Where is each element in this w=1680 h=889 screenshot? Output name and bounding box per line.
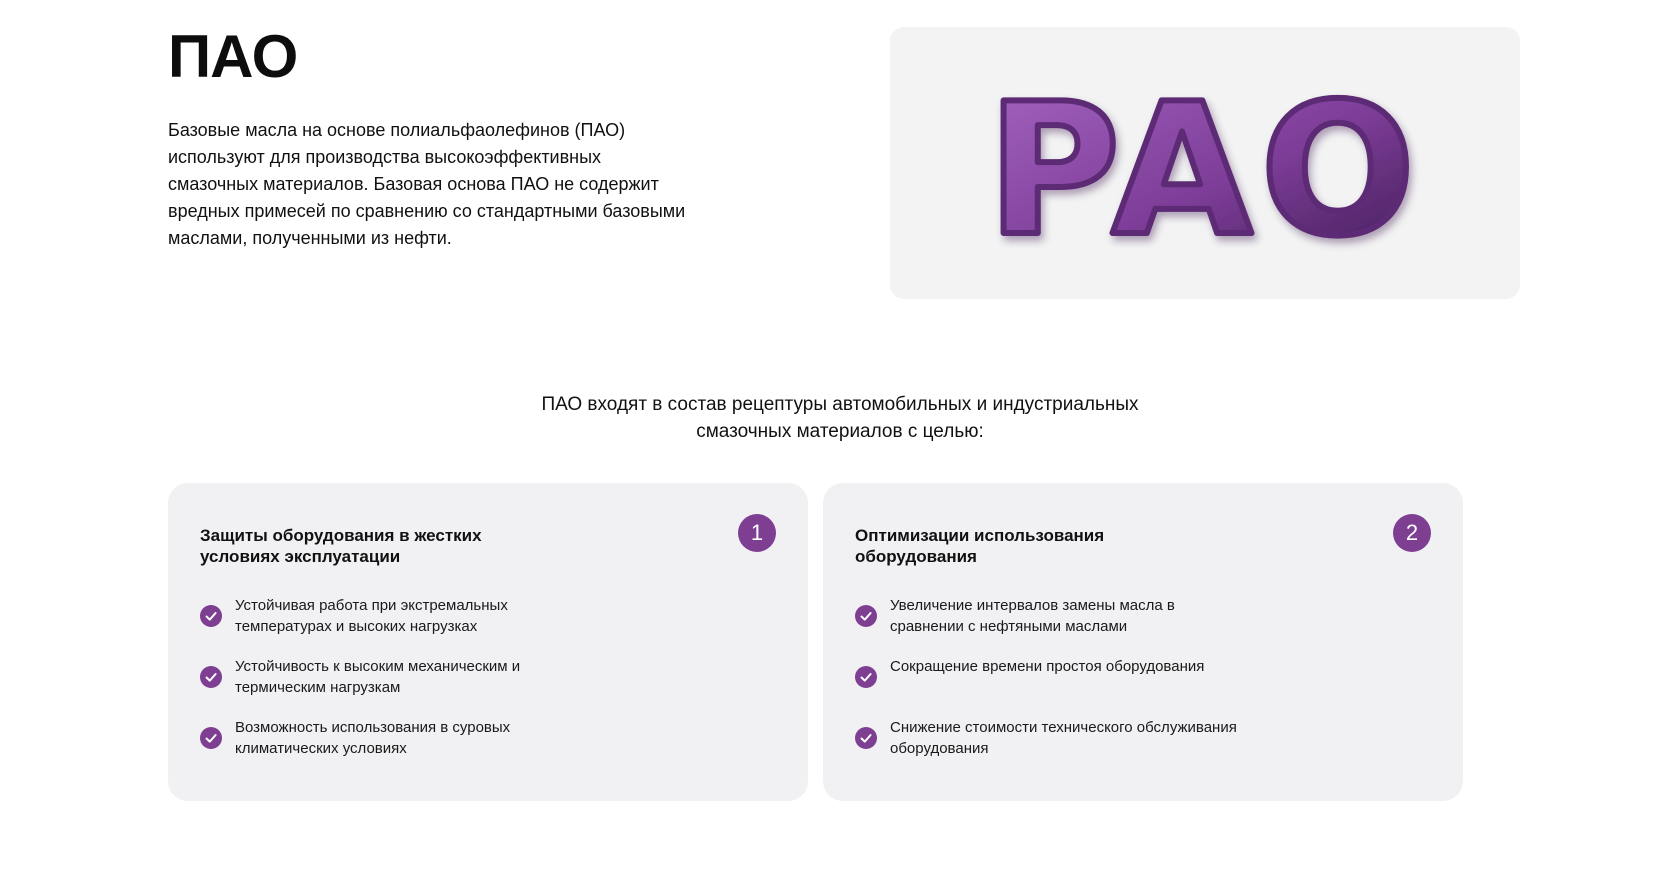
hero-description: Базовые масла на основе полиальфаолефинов (ПАО) используют для производства высокоэффективных смазочных материалов. Базовая основа ПАО не содержит вредных примесей по сравнению со стандартными базовыми маслами, полученными из нефти. [168,120,686,248]
pao-hero-image [890,27,1520,299]
check-icon [855,605,877,627]
card-title: Защиты оборудования в жестких условиях эксплуатации [200,526,482,566]
card-number-badge: 2 [1393,514,1431,552]
list-item [200,595,600,656]
benefit-list [855,595,1255,778]
pao-image-text: PAO [986,64,1424,276]
list-item [200,656,600,717]
list-item-text: Увеличение интервалов замены масла в сравнении с нефтяными маслами [890,597,1175,635]
list-item-text: Возможность использования в суровых климатических условиях [235,719,511,757]
intro-line-1: ПАО входят в состав рецептуры автомобильных и индустриальных [541,394,1139,415]
list-item [855,717,1255,778]
check-icon [200,727,222,749]
list-item [200,717,600,778]
list-item-text: Снижение стоимости технического обслуживания оборудования [890,719,1237,757]
pao-3d-lettering [890,27,1520,299]
check-icon [855,666,877,688]
list-item-text: Устойчивая работа при экстремальных температурах и высоких нагрузках [235,597,508,635]
list-item-text: Сокращение времени простоя оборудования [890,658,1205,675]
check-icon [200,666,222,688]
benefit-list [200,595,600,778]
list-item-text: Устойчивость к высоким механическим и термическим нагрузкам [235,658,521,696]
intro-text [440,391,1240,445]
check-icon [200,605,222,627]
page-title: ПАО [168,23,298,90]
list-item [855,656,1255,717]
card-number-badge: 1 [738,514,776,552]
list-item [855,595,1255,656]
benefit-card-2 [823,483,1463,801]
intro-line-2: смазочных материалов с целью: [696,421,984,442]
check-icon [855,727,877,749]
benefit-card-1 [168,483,808,801]
card-title: Оптимизации использования оборудования [855,526,1105,566]
